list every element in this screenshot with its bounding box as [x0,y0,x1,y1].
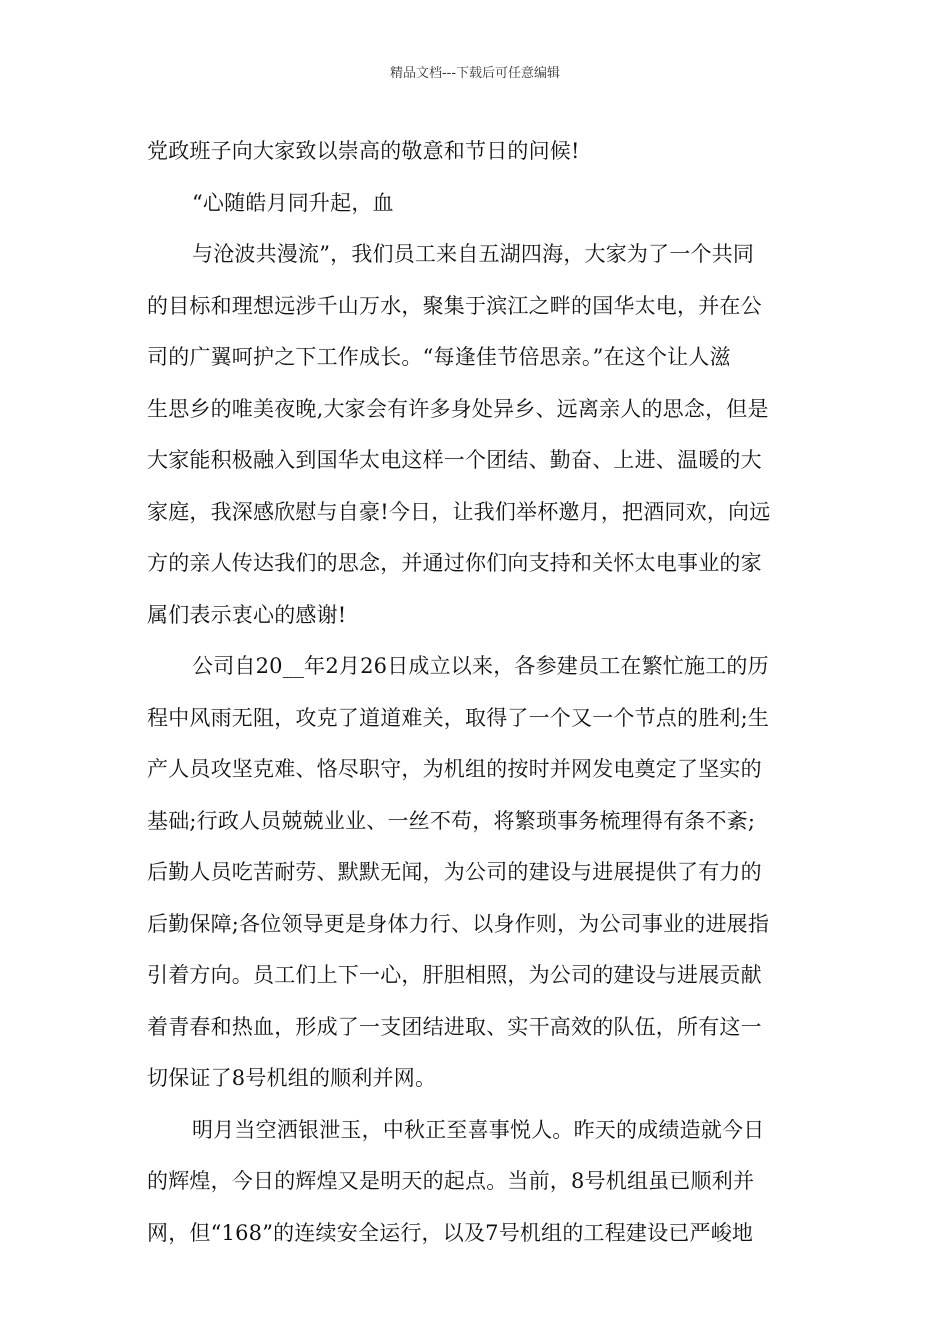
text-line: 大家能积极融入到国华太电这样一个团结、勤奋、上进、温暖的大 [147,448,762,472]
text-line: 与沧波共漫流”，我们员工来自五湖四海，大家为了一个共同 [192,242,755,266]
text-line: 的目标和理想远涉千山万水，聚集于滨江之畔的国华太电，并在公 [147,293,762,318]
text-line: 着青春和热血，形成了一支团结进取、实干高效的队伍，所有这一 [147,1014,762,1039]
text-line: 切保证了8号机组的顺利并网。 [147,1066,437,1090]
text-line: 明月当空洒银泄玉，中秋正至喜事悦人。昨天的成绩造就今日 [192,1117,765,1142]
text-line: 方的亲人传达我们的思念，并通过你们向支持和关怀太电事业的家 [147,551,762,575]
text-line: 的辉煌，今日的辉煌又是明天的起点。当前，8号机组虽已顺利并 [147,1169,755,1193]
text-line: 生思乡的唯美夜晚,大家会有许多身处异乡、远离亲人的思念，但是 [147,396,769,421]
text-line: 属们表示衷心的感谢! [147,602,347,627]
text-line: 公司自20__年2月26日成立以来，各参建员工在繁忙施工的历 [192,654,769,678]
text-line: 引着方向。员工们上下一心，肝胆相照，为公司的建设与进展贡献 [147,963,762,987]
document-body [147,126,807,1259]
text-line: 网，但“168”的连续安全运行，以及7号机组的工程建设已严峻地 [147,1220,754,1245]
text-line: 后勤保障;各位领导更是身体力行、以身作则，为公司事业的进展指 [147,911,770,936]
text-line: 司的广翼呵护之下工作成长。“每逢佳节倍思亲。”在这个让人滋 [147,345,731,369]
text-line: 家庭，我深感欣慰与自豪!今日，让我们举杯邀月，把酒同欢，向远 [147,499,771,524]
text-line: 党政班子向大家致以崇高的敬意和节日的问候! [147,139,580,163]
text-line: 后勤人员吃苦耐劳、默默无闻，为公司的建设与进展提供了有力的 [147,860,762,884]
text-line: 基础;行政人员兢兢业业、一丝不苟，将繁琐事务梳理得有条不紊; [147,808,756,833]
page-header: 精品文档---下载后可任意编辑 [389,66,561,81]
text-line: “心随皓月同升起，血 [192,190,394,215]
text-line: 程中风雨无阻，攻克了道道难关，取得了一个又一个节点的胜利;生 [147,705,770,730]
text-line: 产人员攻坚克难、恪尽职守，为机组的按时并网发电奠定了坚实的 [147,757,762,781]
